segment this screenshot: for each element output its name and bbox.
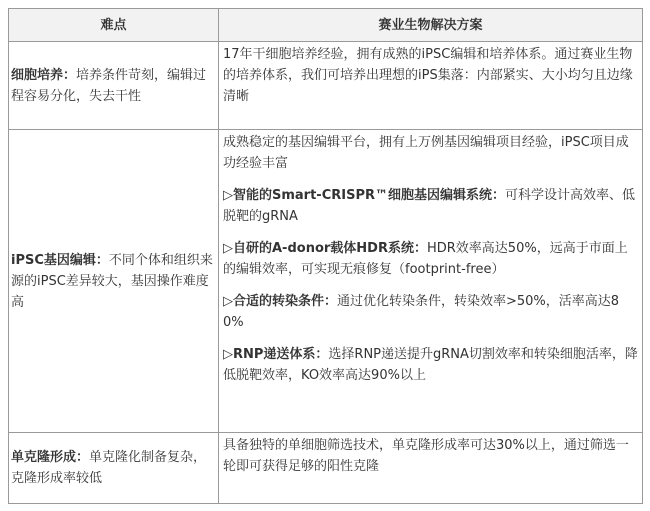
- solution-text: 17年干细胞培养经验，拥有成熟的iPSC编辑和培养体系。通过赛业生物的培养体系，我们可培养出理想的iPS集落：内部紧实、大小均匀且边缘清晰: [223, 47, 633, 104]
- difficulty-title: iPSC基因编辑：: [11, 252, 109, 268]
- difficulty-cell: [9, 130, 219, 433]
- solution-paragraph: [223, 44, 638, 107]
- table-row-gene-editing: [9, 130, 643, 433]
- solution-text: HDR效率高达50%，远高于市面上的编辑效率，可实现无痕修复（footprint-free）: [223, 241, 628, 277]
- solution-lead: ▷RNP递送体系：: [223, 347, 329, 362]
- solutions-table-frame: [8, 8, 642, 502]
- table-row-single-clone: [9, 433, 643, 504]
- difficulty-title: 单克隆形成：: [11, 450, 90, 465]
- solution-paragraph: [223, 435, 638, 477]
- solution-cell: [219, 42, 643, 130]
- header-difficulty: 难点: [9, 9, 219, 42]
- table-header-row: [9, 9, 643, 42]
- difficulty-title: 细胞培养：: [11, 67, 77, 83]
- solution-text: 选择RNP递送提升gRNA切割效率和转染细胞活率，降低脱靶效率，KO效率高达90%以上: [223, 347, 638, 383]
- difficulty-description: 不同个体和组织来源的iPSC差异较大，基因操作难度高: [11, 252, 213, 310]
- solution-cell: [219, 433, 643, 504]
- solution-lead: ▷合适的转染条件：: [223, 294, 337, 309]
- difficulty-description: 培养条件苛刻，编辑过程容易分化，失去干性: [11, 67, 207, 104]
- solution-cell: [219, 130, 643, 433]
- solution-paragraph: [223, 185, 638, 227]
- solution-paragraph: [223, 132, 638, 174]
- difficulty-solution-table: [8, 8, 643, 504]
- solution-lead: ▷自研的A-donor载体HDR系统：: [223, 241, 427, 256]
- solution-paragraph: [223, 344, 638, 386]
- difficulty-cell: [9, 42, 219, 130]
- difficulty-cell: [9, 433, 219, 504]
- solution-paragraph: [223, 291, 638, 333]
- solution-text: 成熟稳定的基因编辑平台，拥有上万例基因编辑项目经验，iPSC项目成功经验丰富: [223, 135, 629, 171]
- header-solution: 赛业生物解决方案: [219, 9, 643, 42]
- solution-text: 具备独特的单细胞筛选技术，单克隆形成率可达30%以上，通过筛选一轮即可获得足够的阳性克隆: [223, 438, 629, 474]
- solution-lead: ▷智能的Smart-CRISPR™细胞基因编辑系统：: [223, 188, 505, 203]
- solution-paragraph: [223, 238, 638, 280]
- solution-text: 通过优化转染条件，转染效率>50%，活率高达80%: [223, 294, 620, 330]
- solution-text: 可科学设计高效率、低脱靶的gRNA: [223, 188, 636, 224]
- difficulty-description: 单克隆化制备复杂，克隆形成率较低: [11, 450, 207, 486]
- table-row-cell-culture: [9, 42, 643, 130]
